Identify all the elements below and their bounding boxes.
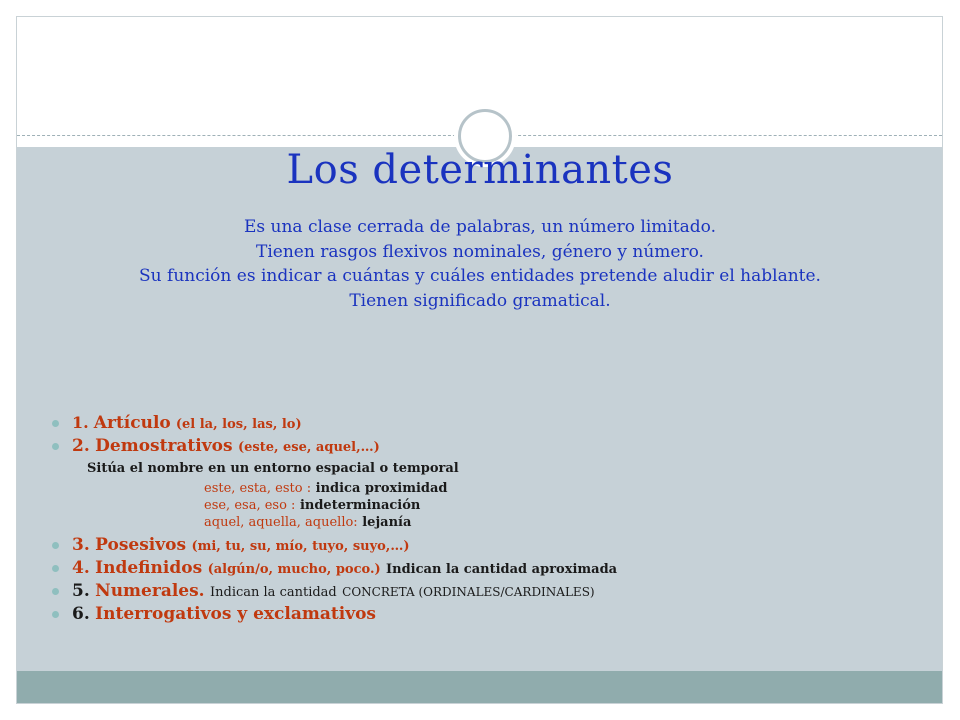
item-label: Indefinidos (95, 558, 203, 578)
item-number: 3. (72, 535, 90, 555)
item-number: 2. (72, 436, 90, 456)
demonstrative-meaning: indeterminación (299, 498, 421, 513)
bullet-icon (52, 542, 59, 549)
item-number: 6. (72, 604, 90, 624)
demonstratives-intro: Sitúa el nombre en un entorno espacial o temporal (87, 461, 459, 476)
item-label: Posesivos (95, 535, 187, 555)
item-examples: (mi, tu, su, mío, tuyo, suyo,…) (191, 539, 410, 554)
demonstrative-examples: ese, esa, eso : (204, 498, 296, 513)
demonstrative-examples: este, esta, esto : (204, 481, 312, 496)
bullet-icon (52, 443, 59, 450)
subtitle-line: Es una clase cerrada de palabras, un número limitado. (243, 217, 717, 237)
item-label: Demostrativos (95, 436, 233, 456)
item-note-caps: CONCRETA (ORDINALES/CARDINALES) (342, 585, 595, 599)
list-item-demostrativos (52, 436, 380, 456)
bullet-icon (52, 611, 59, 618)
list-item-articulo (52, 413, 302, 433)
list-item-indefinidos (52, 558, 617, 578)
item-examples: (algún/o, mucho, poco.) (207, 562, 381, 577)
demonstrative-line (204, 515, 411, 530)
bullet-icon (52, 420, 59, 427)
item-number: 4. (72, 558, 90, 578)
item-label: Numerales. (95, 581, 205, 601)
item-note: Indican la cantidad aproximada (386, 562, 618, 577)
demonstrative-meaning: indica proximidad (315, 481, 448, 496)
item-note: Indican la cantidad (210, 585, 337, 600)
subtitle-line: Su función es indicar a cuántas y cuáles entidades pretende aludir el hablante. (139, 266, 821, 286)
item-examples: (este, ese, aquel,…) (237, 440, 380, 455)
list-item-interrogativos (52, 604, 376, 624)
footer-band (17, 671, 942, 704)
item-label: Artículo (93, 413, 171, 433)
item-number: 1. (72, 413, 89, 432)
list-item-posesivos (52, 535, 410, 555)
subtitle-line: Tienen significado gramatical. (349, 291, 611, 311)
demonstrative-meaning: lejanía (362, 515, 412, 530)
demonstrative-line (204, 481, 448, 496)
item-label: Interrogativos y exclamativos (95, 604, 376, 624)
demonstrative-line (204, 498, 420, 513)
demonstrative-examples: aquel, aquella, aquello: (204, 515, 358, 530)
bullet-icon (52, 588, 59, 595)
slide-title: Los determinantes (286, 147, 674, 193)
list-item-numerales (52, 581, 595, 601)
subtitle-line: Tienen rasgos flexivos nominales, género y número. (256, 242, 704, 262)
item-number: 5. (72, 581, 90, 601)
bullet-icon (52, 565, 59, 572)
item-examples: (el la, los, las, lo) (175, 417, 302, 432)
